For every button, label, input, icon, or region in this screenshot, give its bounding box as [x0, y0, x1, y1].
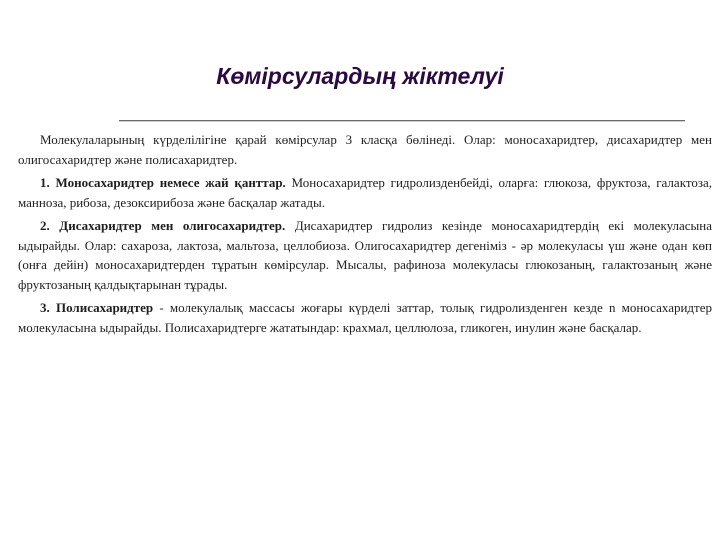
- paragraph-text: Молекулаларының күрделілігіне қарай көмірсулар 3 класқа бөлінеді. Олар: моносахаридтер, дисахаридтер мен олигосахаридтер және полисахаридтер.: [18, 132, 712, 167]
- paragraph-heading: 3. Полисахаридтер: [40, 300, 154, 315]
- paragraph-text: - молекулалық массасы жоғары күрделі заттар, толық гидролизденген кезде n моносахаридтер молекуласына ыдырайды. Полисахаридтерге жататындар: крахмал, целлюлоза, гликоген, инулин және басқалар.: [18, 300, 712, 335]
- paragraph-monosaccharides: [18, 173, 712, 212]
- paragraph-disaccharides: [18, 216, 712, 294]
- paragraph-heading: 1. Моносахаридтер немесе жай қанттар.: [40, 175, 286, 190]
- paragraph-text: Моносахаридтер гидролизденбейді, оларға: глюкоза, фруктоза, галактоза, манноза, рибоза, дезоксирибоза және басқалар жатады.: [18, 175, 713, 210]
- paragraph-polysaccharides: [18, 298, 712, 337]
- paragraph-text: Дисахаридтер гидролиз кезінде моносахаридтердің екі молекуласына ыдырайды. Олар: сахароза, лактоза, мальтоза, целлобиоза. Олигосахаридтер дегеніміз - әр молекуласы үш және одан көп (онға дейін) моносахаридтерден тұратын көмірсулар. Мысалы, рафиноза молекуласы глюкозаның, галактозаның және фруктозаның қалдықтарынан тұрады.: [18, 218, 712, 292]
- page-title: Көмірсулардың жіктелуі: [216, 63, 504, 89]
- title-divider: [119, 120, 685, 121]
- paragraph-intro: [18, 130, 712, 169]
- body-text: [18, 130, 712, 341]
- paragraph-heading: 2. Дисахаридтер мен олигосахаридтер.: [40, 218, 286, 233]
